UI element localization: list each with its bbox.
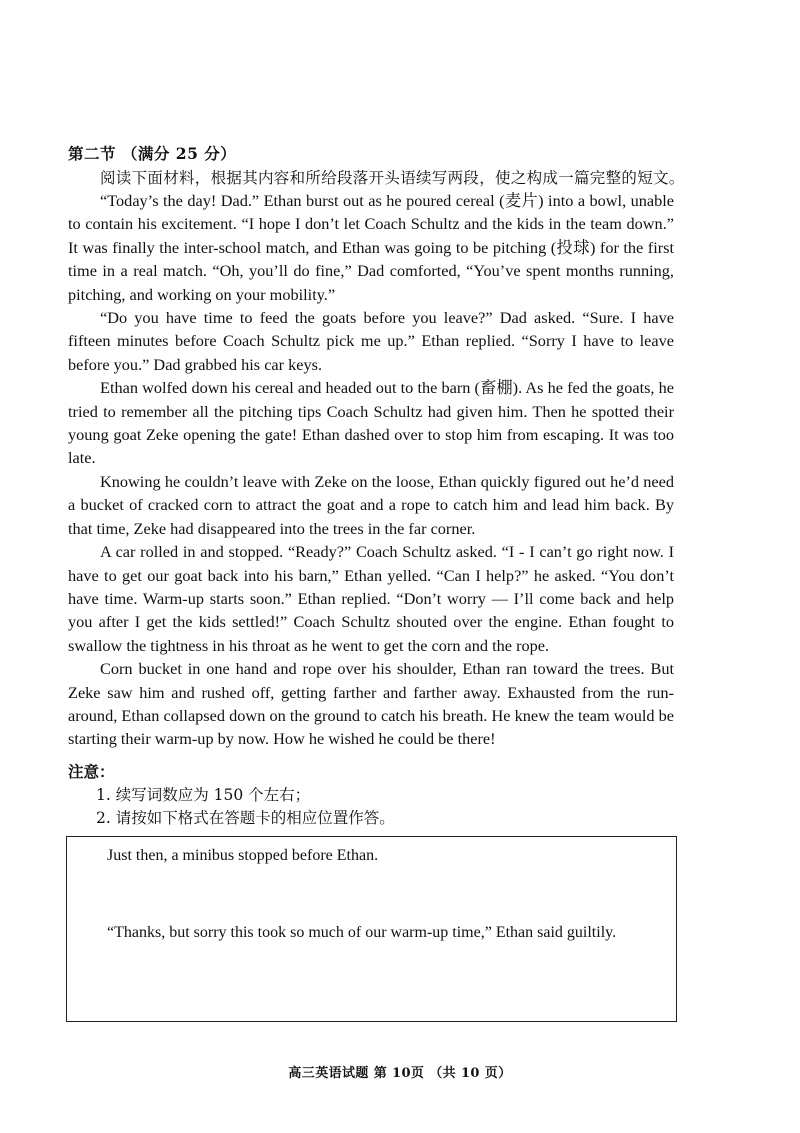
paragraph-starter-2: “Thanks, but sorry this took so much of our warm-up time,” Ethan said guiltily. bbox=[107, 924, 617, 941]
section-title: 第二节 （满分 25 分） bbox=[68, 144, 237, 163]
story-paragraph: Knowing he couldn’t leave with Zeke on the loose, Ethan quickly figured out he’d need a bucket of cracked corn to attract the goat and a rope to catch him and lead him back. By that time, Zeke had disappeared into the trees in the far corner. bbox=[68, 471, 674, 538]
paragraph-starter-1: Just then, a minibus stopped before Ethan. bbox=[107, 847, 379, 864]
story-paragraph: A car rolled in and stopped. “Ready?” Coach Schultz asked. “I - I can’t go right now. I have to get our goat back into his barn,” Ethan yelled. “Can I help?” he asked. “You don’t have time. Warm-up starts soon.” Ethan replied. “Don’t worry — I’ll come back and help you after I get the kids settled!” Coach Schultz shouted over the engine. Ethan fought to swallow the tightness in his throat as he went to get the corn and the rope. bbox=[68, 542, 674, 655]
page-footer: 高三英语试题 第 10页 （共 10 页） bbox=[288, 1066, 512, 1081]
story-paragraph: Corn bucket in one hand and rope over his shoulder, Ethan ran toward the trees. But Zeke saw him and rushed off, getting farther and farther away. Exhausted from the run-around, Ethan collapsed down on the ground to catch his breath. He knew the team would be starting their warm-up by now. How he wished he could be there! bbox=[68, 659, 674, 749]
story-paragraph: “Do you have time to feed the goats before you leave?” Dad asked. “Sure. I have fifteen minutes before Coach Schultz pick me up.” Ethan replied. “Sorry I have to leave before you.” Dad grabbed his car keys. bbox=[68, 308, 674, 374]
story-passage bbox=[68, 189, 674, 751]
notes-section bbox=[68, 760, 688, 831]
task-instruction: 阅读下面材料，根据其内容和所给段落开头语续写两段，使之构成一篇完整的短文。 bbox=[100, 169, 685, 187]
notes-heading: 注意： bbox=[68, 762, 115, 781]
story-paragraph: “Today’s the day! Dad.” Ethan burst out as he poured cereal (麦片) into a bowl, unable to contain his excitement. “I hope I don’t let Coach Schultz and the kids in the team down.” It was finally the inter-school match, and Ethan was going to be pitching (投球) for the first time in a real match. “Oh, you’ll do fine,” Dad comforted, “You’ve spent months running, pitching, and working on your mobility.” bbox=[68, 191, 674, 304]
answer-box bbox=[66, 836, 677, 1022]
note-item: 1. 续写词数应为 150 个左右； bbox=[96, 785, 311, 804]
note-item: 2. 请按如下格式在答题卡的相应位置作答。 bbox=[96, 809, 395, 827]
story-paragraph: Ethan wolfed down his cereal and headed out to the barn (畜棚). As he fed the goats, he tried to remember all the pitching tips Coach Schultz had given him. Then he spotted their young goat Zeke opening the gate! Ethan dashed over to stop him from escaping. It was too late. bbox=[68, 378, 674, 468]
